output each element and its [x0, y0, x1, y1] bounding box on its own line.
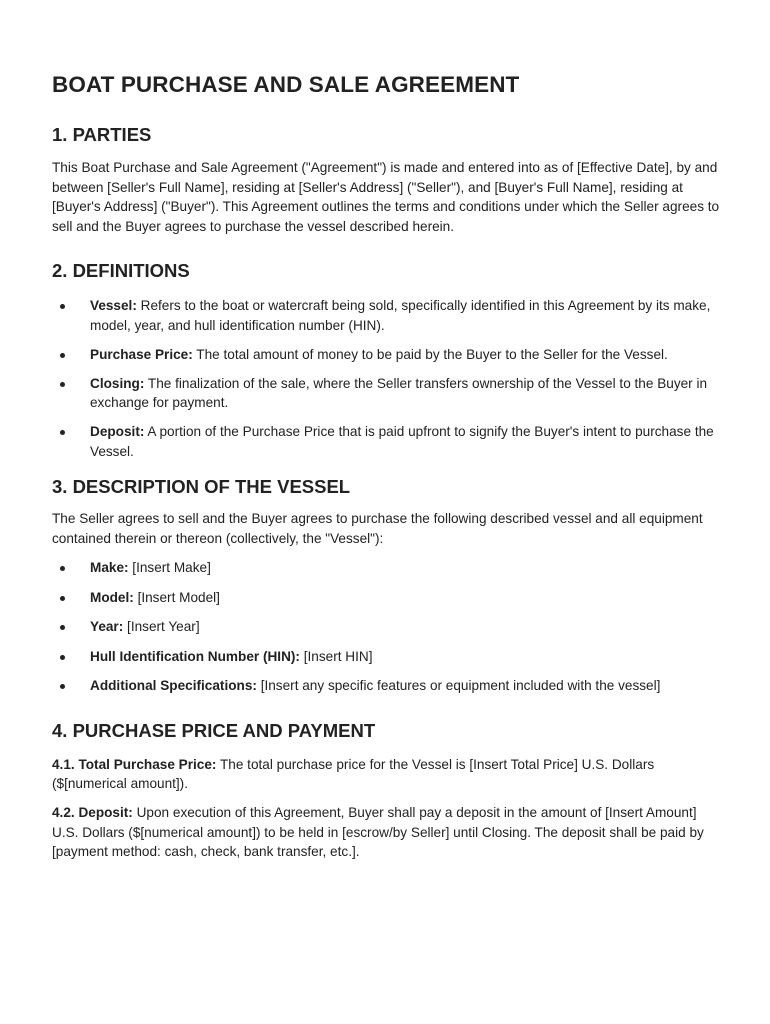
term-label: Additional Specifications:: [90, 678, 257, 693]
bullet-icon: [60, 353, 65, 358]
list-item: [52, 647, 720, 667]
section-heading-definitions: 2. DEFINITIONS: [52, 260, 190, 281]
term-text: [Insert Year]: [123, 619, 200, 634]
vessel-details-list: [52, 558, 720, 696]
term-label: Vessel:: [90, 298, 137, 313]
clause-label: 4.2. Deposit:: [52, 805, 133, 820]
bullet-icon: [60, 382, 65, 387]
term-text: [Insert any specific features or equipment included with the vessel]: [256, 678, 661, 693]
term-label: Purchase Price:: [90, 346, 193, 362]
term-label: Hull Identification Number (HIN):: [90, 648, 300, 664]
bullet-icon: [60, 430, 65, 435]
deposit-paragraph: [52, 803, 720, 862]
list-item: [52, 558, 720, 578]
term-label: Closing:: [90, 375, 145, 391]
bullet-icon: [60, 625, 65, 630]
term-text: [Insert Make]: [128, 560, 211, 575]
term-label: Year:: [90, 619, 124, 634]
term-label: Model:: [90, 589, 134, 605]
description-paragraph: The Seller agrees to sell and the Buyer agrees to purchase the following described vessel and all equipment contained therein or thereon (collectively, the "Vessel"):: [52, 511, 703, 546]
section-heading-parties: 1. PARTIES: [52, 124, 152, 145]
list-item: [52, 296, 720, 335]
term-label: Deposit:: [90, 424, 145, 439]
list-item: [52, 422, 720, 461]
term-text: [Insert HIN]: [299, 648, 373, 664]
bullet-icon: [60, 684, 65, 689]
list-item: [52, 345, 720, 365]
term-text: Refers to the boat or watercraft being sold, specifically identified in this Agreement by its make, model, year, and hull identification number (HIN).: [90, 298, 711, 333]
clause-text: The total purchase price for the Vessel is [Insert Total Price] U.S. Dollars ($[numerical amount]).: [52, 756, 655, 791]
definitions-list: [52, 296, 720, 461]
clause-label: 4.1. Total Purchase Price:: [52, 756, 217, 772]
list-item: [52, 617, 720, 637]
section-heading-description: 3. DESCRIPTION OF THE VESSEL: [52, 476, 351, 497]
bullet-icon: [60, 655, 65, 660]
parties-paragraph: This Boat Purchase and Sale Agreement ("Agreement") is made and entered into as of [Effective Date], by and between [Seller's Full Name], residing at [Seller's Address] ("Seller"), and [Buyer's Full Name], residing at [Buyer's Address] ("Buyer"). This Agreement outlines the terms and conditions under which the Seller agrees to sell and the Buyer agrees to purchase the vessel described herein.: [52, 160, 720, 234]
bullet-icon: [60, 596, 65, 601]
document-title: BOAT PURCHASE AND SALE AGREEMENT: [52, 72, 520, 97]
term-text: A portion of the Purchase Price that is paid upfront to signify the Buyer's intent to purchase the Vessel.: [90, 424, 714, 459]
bullet-icon: [60, 304, 65, 309]
list-item: [52, 374, 720, 413]
term-text: The total amount of money to be paid by the Buyer to the Seller for the Vessel.: [192, 346, 668, 362]
list-item: [52, 676, 720, 696]
total-price-paragraph: [52, 755, 720, 794]
term-text: [Insert Model]: [133, 589, 220, 605]
bullet-icon: [60, 566, 65, 571]
term-text: The finalization of the sale, where the Seller transfers ownership of the Vessel to the Buyer in exchange for payment.: [90, 375, 708, 410]
clause-text: Upon execution of this Agreement, Buyer shall pay a deposit in the amount of [Insert Amount] U.S. Dollars ($[numerical amount]) to be held in [escrow/by Seller] until Closing. The deposit shall be paid by [payment method: cash, check, bank transfer, etc.].: [52, 805, 704, 859]
term-label: Make:: [90, 560, 129, 575]
section-heading-payment: 4. PURCHASE PRICE AND PAYMENT: [52, 719, 376, 741]
list-item: [52, 588, 720, 608]
